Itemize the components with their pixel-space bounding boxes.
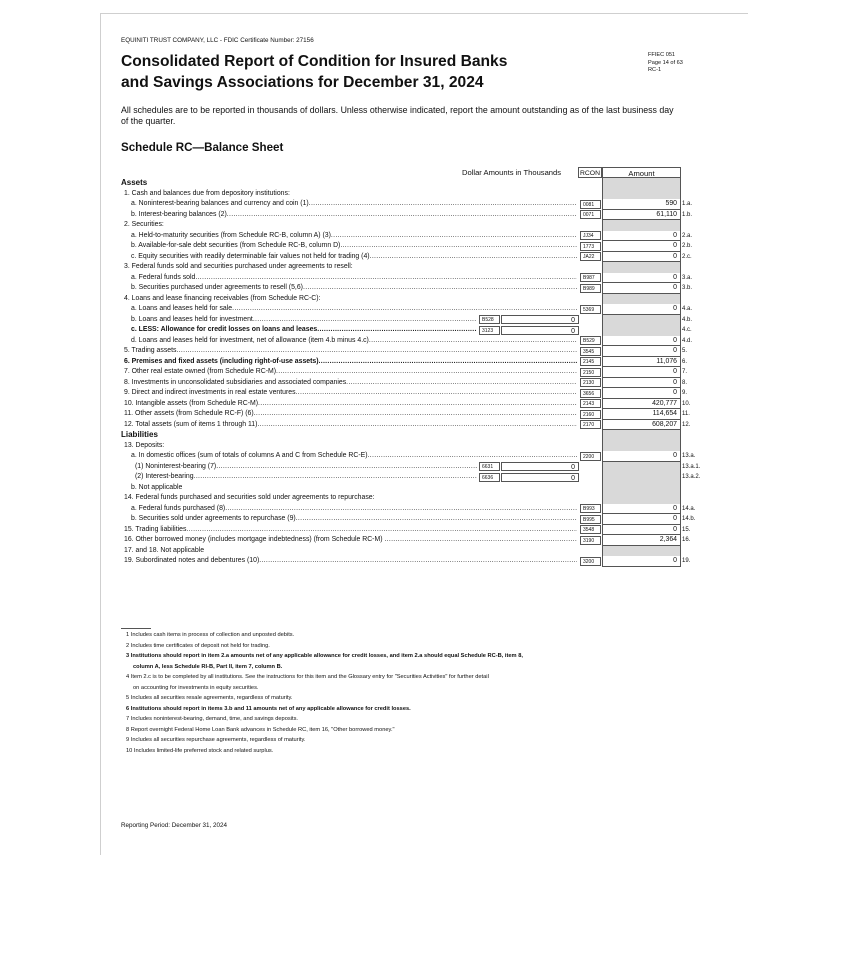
inner-amount-value: 0 <box>501 473 579 482</box>
item-reference: 13.a. <box>682 453 696 459</box>
row-label: 16. Other borrowed money (includes mortgage indebtedness) (from Schedule RC-M) ..... <box>124 535 577 546</box>
schedule-code: RC-1 <box>648 67 662 73</box>
amount-value: 0 <box>602 367 681 378</box>
footnote: 7 Includes noninterest-bearing, demand, time, and savings deposits. <box>126 716 298 722</box>
row-label: c. Equity securities with readily determinable fair values not held for trading (4) ..... <box>131 252 577 263</box>
row-label: 6. Premises and fixed assets (including right-of-use assets) ..... <box>124 357 577 368</box>
rcon-code: B995 <box>580 515 601 524</box>
amount-value: 61,110 <box>602 210 681 221</box>
rcon-code: 2170 <box>580 420 601 429</box>
row-label: 11. Other assets (from Schedule RC-F) (6) ..... <box>124 409 577 420</box>
row-label: 2. Securities: <box>124 221 164 228</box>
row-label: 9. Direct and indirect investments in real estate ventures ..... <box>124 388 577 399</box>
row-label: 14. Federal funds purchased and securities sold under agreements to repurchase: <box>124 494 375 501</box>
page-border-top <box>100 13 748 14</box>
row-label: a. Federal funds purchased (8) ..... <box>131 504 577 515</box>
footnote: 4 Item 2.c is to be completed by all institutions. See the instructions for this item and the Glossary entry for "Securities Activities" for further detail <box>126 674 489 680</box>
certificate-line: EQUINITI TRUST COMPANY, LLC - FDIC Certificate Number: 27156 <box>121 37 314 44</box>
amount-value: 0 <box>602 525 681 536</box>
rcon-code: 3656 <box>580 389 601 398</box>
item-reference: 14.b. <box>682 516 696 522</box>
inner-amount-value: 0 <box>501 315 579 324</box>
rcon-code: B528 <box>479 315 500 324</box>
reporting-period: Reporting Period: December 31, 2024 <box>121 822 228 829</box>
row-label: 10. Intangible assets (from Schedule RC-M) ..... <box>124 399 577 410</box>
item-reference: 4.c. <box>682 327 692 333</box>
item-reference: 10. <box>682 400 691 407</box>
amount-value: 0 <box>602 252 681 263</box>
row-label: b. Available-for-sale debt securities (from Schedule RC-B, column D) ..... <box>131 241 577 252</box>
amount-value: 0 <box>602 283 681 294</box>
row-label: a. Federal funds sold ..... <box>131 273 577 284</box>
item-reference: 7. <box>682 369 688 375</box>
amount-value: 0 <box>602 388 681 399</box>
footnote: on accounting for investments in equity securities. <box>133 684 259 691</box>
row-label: a. Held-to-maturity securities (from Schedule RC-B, column A) (3) ..... <box>131 231 577 242</box>
rcon-code: 3545 <box>580 347 601 356</box>
item-reference: 1.a. <box>682 201 693 207</box>
footnote-rule <box>121 628 151 629</box>
row-label: 17. and 18. Not applicable <box>124 546 205 554</box>
row-label: c. LESS: Allowance for credit losses on loans and leases ..... <box>131 325 477 336</box>
row-label: 5. Trading assets ..... <box>124 346 577 357</box>
row-label: 8. Investments in unconsolidated subsidiaries and associated companies ..... <box>124 378 577 389</box>
row-label: b. Not applicable <box>131 483 183 491</box>
item-reference: 4.a. <box>682 306 693 312</box>
amount-value: 114,654 <box>602 409 681 420</box>
row-label: 13. Deposits: <box>124 441 165 449</box>
amount-value: 0 <box>602 336 681 347</box>
item-reference: 8. <box>682 379 688 386</box>
rcon-code: 3200 <box>580 557 601 566</box>
footnote: column A, less Schedule RI-B, Part II, item 7, column B. <box>133 663 283 670</box>
amount-value: 0 <box>602 273 681 284</box>
row-label: d. Loans and leases held for investment, net of allowance (item 4.b minus 4.c) ..... <box>131 336 577 347</box>
amount-value: 590 <box>602 199 681 210</box>
item-reference: 19. <box>682 558 691 564</box>
item-reference: 11. <box>682 411 690 417</box>
report-title-line1: Consolidated Report of Condition for Insured Banks <box>121 53 508 70</box>
header-dollar-label: Dollar Amounts in Thousands <box>462 168 562 177</box>
row-label: (1) Noninterest-bearing (7) ..... <box>135 462 477 473</box>
item-reference: 15. <box>682 526 691 533</box>
row-label: a. In domestic offices (sum of totals of columns A and C from Schedule RC-E) ..... <box>131 451 577 462</box>
row-label: 4. Loans and lease financing receivables (from Schedule RC-C): <box>124 294 321 302</box>
amount-value: 0 <box>602 304 681 315</box>
rcon-code: 2160 <box>580 410 601 419</box>
form-id: FFIEC 051 <box>648 52 676 58</box>
row-label: 1. Cash and balances due from depository institutions: <box>124 189 290 197</box>
item-reference: 2.b. <box>682 243 693 249</box>
page-number: Page 14 of 63 <box>648 59 683 66</box>
inner-amount-value: 0 <box>501 462 579 471</box>
row-label: 7. Other real estate owned (from Schedule RC-M) ..... <box>124 367 577 378</box>
row-label: a. Loans and leases held for sale ..... <box>131 304 577 315</box>
rcon-code: B993 <box>580 504 601 513</box>
item-reference: 9. <box>682 390 688 396</box>
item-reference: 1.b. <box>682 211 693 218</box>
rcon-code: 3123 <box>479 326 500 335</box>
amount-column-border <box>602 178 681 567</box>
rcon-code: 0071 <box>580 210 601 219</box>
inner-amount-value: 0 <box>501 326 579 335</box>
footnote: 2 Includes time certificates of deposit not held for trading. <box>126 642 270 649</box>
item-reference: 2.c. <box>682 253 692 260</box>
amount-value: 11,076 <box>602 357 681 368</box>
amount-value: 0 <box>602 378 681 389</box>
rcon-code: 3190 <box>580 536 601 545</box>
amount-value: 0 <box>602 346 681 357</box>
item-reference: 4.b. <box>682 316 693 323</box>
rcon-code: B987 <box>580 273 601 282</box>
item-reference: 3.b. <box>682 285 693 291</box>
row-label: b. Interest-bearing balances (2) ..... <box>131 210 577 221</box>
header-rcon: RCON <box>578 167 602 178</box>
row-label: 12. Total assets (sum of items 1 through 11) ..... <box>124 420 577 431</box>
item-reference: 13.a.1. <box>682 463 701 470</box>
rcon-code: 5369 <box>580 305 601 314</box>
row-label: b. Securities sold under agreements to repurchase (9) ..... <box>131 514 577 525</box>
amount-value: 0 <box>602 504 681 515</box>
rcon-code: 2145 <box>580 357 601 366</box>
row-label: b. Securities purchased under agreements to resell (5,6) ..... <box>131 283 577 294</box>
header-amount: Amount <box>602 167 681 178</box>
item-reference: 16. <box>682 537 691 543</box>
amount-value: 608,207 <box>602 420 681 431</box>
item-reference: 3.a. <box>682 274 693 281</box>
rcon-code: B529 <box>580 336 601 345</box>
page-border-left <box>100 13 101 855</box>
footnote: 10 Includes limited-life preferred stock and related surplus. <box>126 747 274 754</box>
row-label: 19. Subordinated notes and debentures (10) ..... <box>124 556 577 567</box>
row-label: 3. Federal funds sold and securities purchased under agreements to resell: <box>124 263 353 270</box>
rcon-code: 2150 <box>580 368 601 377</box>
intro-text: All schedules are to be reported in thousands of dollars. Unless otherwise indicated, report the amount outstanding as of the last business day of the quarter. <box>121 105 674 126</box>
item-reference: 12. <box>682 421 691 428</box>
item-reference: 13.a.2. <box>682 474 701 480</box>
amount-value: 0 <box>602 231 681 242</box>
rcon-code: JA22 <box>580 252 601 261</box>
rcon-code: 2130 <box>580 378 601 387</box>
row-label: b. Loans and leases held for investment ..... <box>131 315 477 326</box>
item-reference: 4.d. <box>682 337 693 344</box>
row-label: Liabilities <box>121 430 158 439</box>
amount-value: 0 <box>602 514 681 525</box>
form-identifier <box>648 52 683 75</box>
report-title-line2: and Savings Associations for December 31, 2024 <box>121 74 484 91</box>
item-reference: 2.a. <box>682 232 693 239</box>
row-label: a. Noninterest-bearing balances and currency and coin (1) ..... <box>131 199 577 210</box>
report-title <box>121 51 507 93</box>
rcon-code: JJ34 <box>580 231 601 240</box>
rcon-code: 2200 <box>580 452 601 461</box>
item-reference: 5. <box>682 348 688 354</box>
schedule-title: Schedule RC—Balance Sheet <box>121 141 284 154</box>
rcon-code: B989 <box>580 284 601 293</box>
row-label: (2) Interest-bearing ..... <box>135 472 477 483</box>
rcon-code: 6636 <box>479 473 500 482</box>
rcon-code: 1773 <box>580 242 601 251</box>
amount-value: 420,777 <box>602 399 681 410</box>
item-reference: 14.a. <box>682 505 696 512</box>
rcon-code: 3548 <box>580 525 601 534</box>
rcon-code: 6631 <box>479 462 500 471</box>
amount-value: 2,364 <box>602 535 681 546</box>
row-label: Assets <box>121 178 148 187</box>
amount-value: 0 <box>602 241 681 252</box>
rcon-code: 2143 <box>580 399 601 408</box>
item-reference: 6. <box>682 358 688 365</box>
footnote: 1 Includes cash items in process of collection and unposted debits. <box>126 632 295 638</box>
footnote: 5 Includes all securities resale agreements, regardless of maturity. <box>126 695 293 701</box>
rcon-code: 0081 <box>580 200 601 209</box>
amount-value: 0 <box>602 556 681 567</box>
footnote: 8 Report overnight Federal Home Loan Bank advances in Schedule RC, item 16, "Other borrowed money." <box>126 726 395 733</box>
footnote: 9 Includes all securities repurchase agreements, regardless of maturity. <box>126 737 306 743</box>
row-label: 15. Trading liabilities ..... <box>124 525 577 536</box>
footnote: 3 Institutions should report in item 2.a amounts net of any applicable allowance for credit losses, and item 2.a should equal Schedule RC-B, item 8, <box>126 653 523 659</box>
amount-value: 0 <box>602 451 681 462</box>
footnote: 6 Institutions should report in items 3.b and 11 amounts net of any applicable allowance for credit losses. <box>126 705 411 712</box>
